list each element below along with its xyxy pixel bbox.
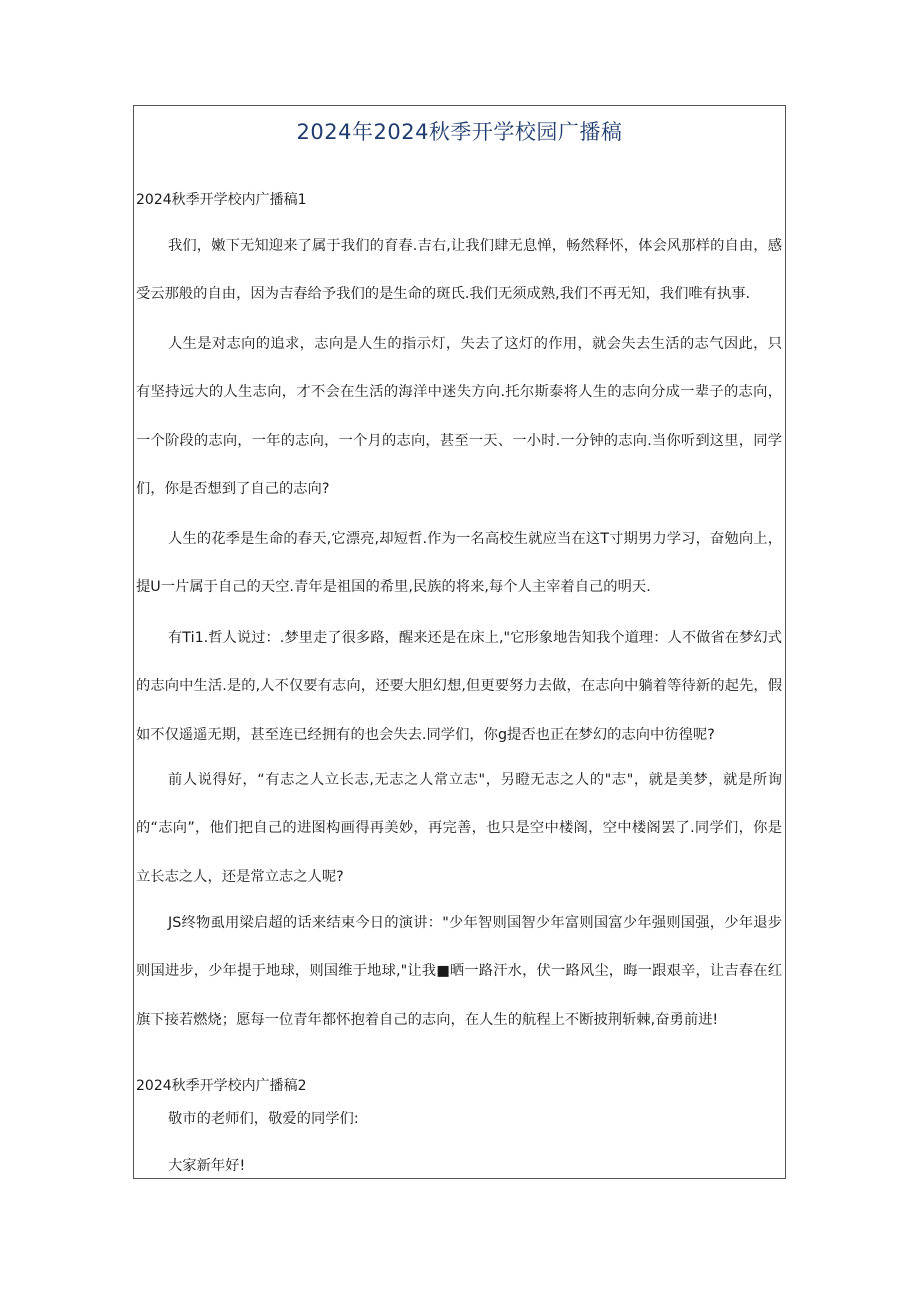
paragraph-6: JS终物虱用梁启超的话来结束今日的演讲："少年智则国智少年富则国富少年强则国强，少年退步则国进步，少年提于地球，则国维于地球,"让我■晒一路汗水，伏一路风尘，晦一跟艰辛，让吉春在红旗下接若燃烧；愿每一位青年都怀抱着自己的志向，在人生的航程上不断披荆斩棘,奋勇前进! xyxy=(136,915,782,1028)
paragraph-2: 人生是对志向的追求，志向是人生的指示灯，失去了这灯的作用，就会失去生活的志气因此，只有坚持远大的人生志向，才不会在生活的海洋中迷失方向.托尔斯泰将人生的志向分成一辈子的志向，一个阶段的志向，一年的志向，一个月的志向，甚至一天、一小时.一分钟的志向.当你听到这里，同学们，你是否想到了自己的志向? xyxy=(136,336,782,497)
new-year-line: 大家新年好! xyxy=(168,1158,246,1174)
paragraph-1: 我们，嫩下无知迎来了属于我们的育春.吉右,让我们肆无息惮，畅然释怀，体会风那样的自由，感受云那般的自由，因为吉春给予我们的是生命的斑氏.我们无须成熟,我们不再无知，我们唯有执事. xyxy=(136,238,782,303)
section-heading-1: 2024秋季开学校内广播稿1 xyxy=(136,192,307,208)
document-title: 2024年2024秋季开学校园广播稿 xyxy=(296,120,623,144)
paragraph-4: 有Ti1.哲人说过：.梦里走了很多路，醒来还是在床上,"它形象地告知我个道理：人不做省在梦幻式的志向中生活.是的,人不仅要有志向，还要大胆幻想,但更要努力去做，在志向中躺着等待新的起先，假如不仅遥遥无期，甚至连已经拥有的也会失去.同学们，你g提否也正在梦幻的志向中彷徨呢? xyxy=(136,630,782,743)
paragraph-5: 前人说得好，“有志之人立长志,无志之人常立志"，另瞪无志之人的"志"，就是美梦，就是所询的“志向”，他们把自己的进图构画得再美妙，再完善，也只是空中楼阁，空中楼阁罢了.同学们，你是立长志之人，还是常立志之人呢? xyxy=(136,772,782,885)
paragraph-3: 人生的花季是生命的春天,它漂亮,却短哲.作为一名高校生就应当在这T寸期男力学习，奋勉向上，提U一片属于自己的天空.青年是祖国的希里,民族的将来,每个人主宰着自己的明天. xyxy=(136,531,782,596)
section-heading-2: 2024秋季开学校内广播稿2 xyxy=(136,1078,307,1094)
greeting-line: 敬市的老师们，敬爱的同学们: xyxy=(168,1111,359,1127)
document-page xyxy=(133,105,786,1179)
